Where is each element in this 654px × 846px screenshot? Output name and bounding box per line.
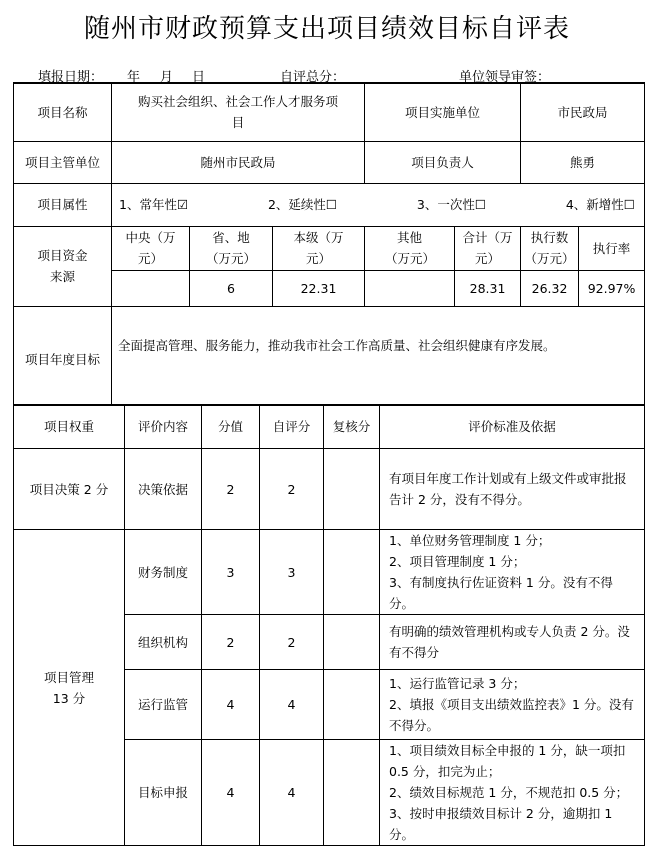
fund-value-rate: 92.97% — [579, 270, 645, 306]
fund-value-central — [112, 270, 190, 306]
page-title: 随州市财政预算支出项目绩效目标自评表 — [83, 14, 570, 44]
content-cell: 组织机构 — [125, 615, 202, 670]
dept-value: 随州市民政局 — [112, 141, 365, 183]
fund-value-province: 6 — [190, 270, 273, 306]
criteria-cell: 1、项目绩效目标全申报的 1 分，缺一项扣 0.5 分，扣完为止； 2、绩效目标规范 1 分，不规范扣 0.5 分； 3、按时申报绩效目标计 2 分，逾期扣 1 分。 — [389, 743, 629, 842]
content-cell: 运行监管 — [125, 670, 202, 740]
attr-options — [112, 183, 645, 226]
review-score-cell — [324, 670, 380, 740]
content-cell: 决策依据 — [125, 449, 202, 530]
self-score-cell: 2 — [260, 615, 324, 670]
fund-header-executed: 执行数（万元） — [521, 226, 579, 270]
attr-option-new: 4、新增性☐ — [565, 197, 636, 212]
fill-date-label: 填报日期： — [38, 70, 104, 85]
attr-option-continuing: 2、延续性☐ — [267, 197, 338, 212]
fund-header-total: 合计（万元） — [455, 226, 521, 270]
score-cell: 4 — [202, 740, 260, 846]
fund-header-local: 本级（万元） — [273, 226, 365, 270]
eval-header-weight: 项目权重 — [14, 405, 125, 449]
score-cell: 2 — [202, 449, 260, 530]
fund-value-total: 28.31 — [455, 270, 521, 306]
impl-unit-label: 项目实施单位 — [365, 83, 521, 141]
eval-header-review: 复核分 — [324, 405, 380, 449]
criteria-cell: 有项目年度工作计划或有上级文件或审批报告计 2 分，没有不得分。 — [389, 471, 627, 507]
month-label: 月 — [160, 70, 174, 85]
fund-value-local: 22.31 — [273, 270, 365, 306]
project-name-label: 项目名称 — [14, 83, 112, 141]
self-score-cell: 3 — [260, 530, 324, 615]
criteria-cell: 1、单位财务管理制度 1 分； 2、项目管理制度 1 分； 3、有制度执行佐证资料 1 分。没有不得分。 — [389, 533, 613, 611]
review-score-cell — [324, 615, 380, 670]
attr-option-onetime: 3、一次性☐ — [416, 197, 487, 212]
self-score-cell: 2 — [260, 449, 324, 530]
review-score-cell — [324, 449, 380, 530]
goal-label: 项目年度目标 — [14, 306, 112, 405]
day-label: 日 — [192, 70, 206, 85]
project-name-value: 购买社会组织、社会工作人才服务项目 — [112, 83, 365, 141]
project-info-table — [13, 82, 645, 406]
fund-header-province: 省、地（万元） — [190, 226, 273, 270]
criteria-cell: 有明确的绩效管理机构或专人负责 2 分。没有不得分 — [389, 624, 630, 660]
table-row — [14, 530, 645, 615]
fund-header-rate: 执行率 — [579, 226, 645, 270]
self-score-cell: 4 — [260, 670, 324, 740]
fund-header-other: 其他（万元） — [365, 226, 455, 270]
owner-label: 项目负责人 — [365, 141, 521, 183]
fund-value-other — [365, 270, 455, 306]
eval-header-score: 分值 — [202, 405, 260, 449]
content-cell: 财务制度 — [125, 530, 202, 615]
dept-label: 项目主管单位 — [14, 141, 112, 183]
eval-header-self: 自评分 — [260, 405, 324, 449]
review-score-cell — [324, 740, 380, 846]
funds-label: 项目资金来源 — [14, 226, 112, 306]
table-row — [14, 449, 645, 530]
self-score-label: 自评总分： — [280, 70, 346, 85]
approval-label: 单位领导审签： — [459, 70, 551, 85]
weight-cell: 项目决策 2 分 — [14, 449, 125, 530]
weight-cell: 项目管理 13 分 — [43, 669, 94, 706]
score-cell: 4 — [202, 670, 260, 740]
score-cell: 3 — [202, 530, 260, 615]
owner-value: 熊勇 — [521, 141, 645, 183]
year-label: 年 — [127, 70, 141, 85]
fund-value-executed: 26.32 — [521, 270, 579, 306]
criteria-cell: 1、运行监管记录 3 分； 2、填报《项目支出绩效监控表》1 分。没有不得分。 — [389, 676, 634, 733]
self-score-cell: 4 — [260, 740, 324, 846]
goal-value: 全面提高管理、服务能力，推动我市社会工作高质量、社会组织健康有序发展。 — [112, 306, 645, 405]
eval-header-criteria: 评价标准及依据 — [380, 405, 645, 449]
attr-option-annual: 1、常年性☑ — [119, 197, 189, 212]
eval-header-content: 评价内容 — [125, 405, 202, 449]
attr-label: 项目属性 — [14, 183, 112, 226]
impl-unit-value: 市民政局 — [521, 83, 645, 141]
evaluation-table — [13, 404, 645, 846]
fund-header-central: 中央（万元） — [112, 226, 190, 270]
review-score-cell — [324, 530, 380, 615]
content-cell: 目标申报 — [125, 740, 202, 846]
score-cell: 2 — [202, 615, 260, 670]
